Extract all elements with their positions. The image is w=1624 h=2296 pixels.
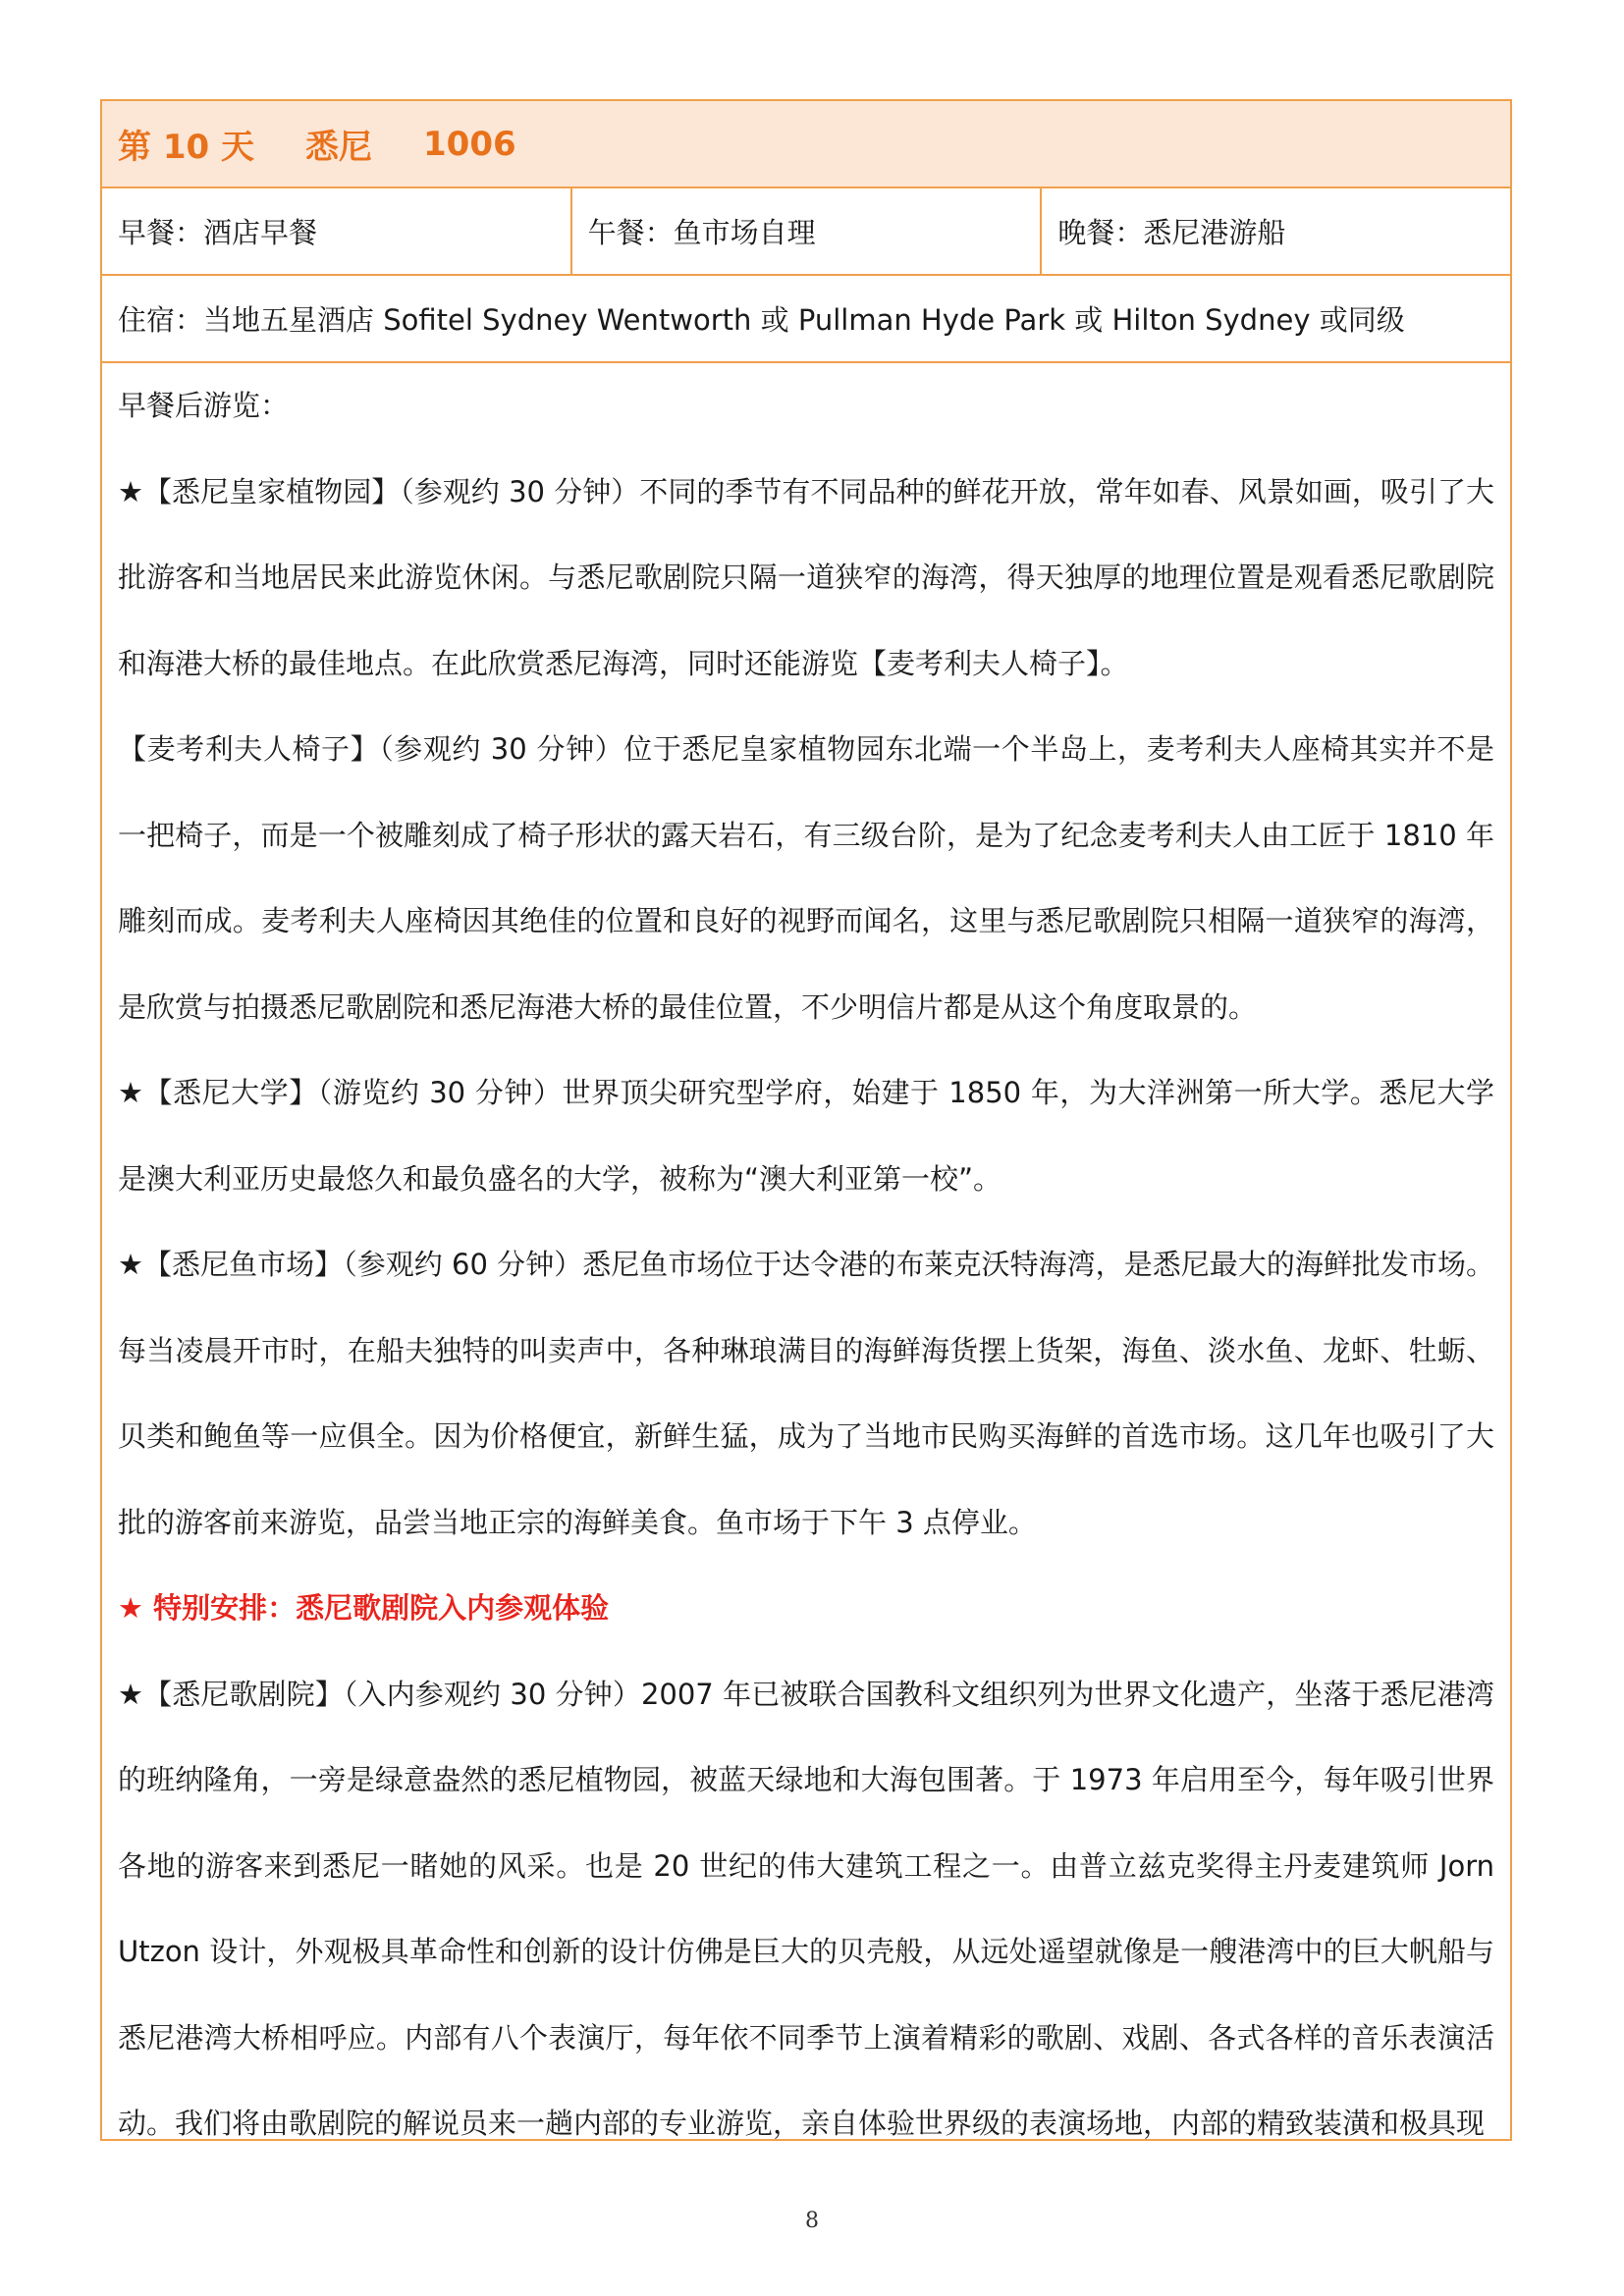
intro-text: 早餐后游览： [118, 389, 290, 422]
day-label: 第 10 天 [118, 128, 254, 167]
day-code: 1006 [423, 124, 516, 164]
paragraph-opera-house: ★【悉尼歌剧院】（入内参观约 30 分钟）2007 年已被联合国教科文组织列为世界文化遗产，坐落于悉尼港湾的班纳隆角，一旁是绿意盎然的悉尼植物园，被蓝天绿地和大海包围著。于 1973 年启用至今，每年吸引世界各地的游客来到悉尼一睹她的风采。也是 20 世纪的伟大建筑工程之一。由普立兹克奖得主丹麦建筑师 Jorn Utzon 设计，外观极具革命性和创新的设计仿佛是巨大的贝壳般，从远处遥望就像是一艘港湾中的巨大帆船与悉尼港湾大桥相呼应。内部有八个表演厅，每年依不同季节上演着精彩的歌剧、戏剧、各式各样的音乐表演活动。我们将由歌剧院的解说员来一趟内部的专业游览，亲自体验世界级的表演场地，内部的精致装潢和极具现 [118, 1677, 1494, 2139]
page-number: 8 [805, 2209, 819, 2233]
paragraph-botanic-garden: ★【悉尼皇家植物园】（参观约 30 分钟）不同的季节有不同品种的鲜花开放，常年如春、风景如画，吸引了大批游客和当地居民来此游览休闲。与悉尼歌剧院只隔一道狭窄的海湾，得天独厚的地理位置是观看悉尼歌剧院和海港大桥的最佳地点。在此欣赏悉尼海湾，同时还能游览【麦考利夫人椅子】。 [118, 474, 1494, 680]
itinerary-table [100, 99, 1512, 2141]
paragraph-university: ★【悉尼大学】（游览约 30 分钟）世界顶尖研究型学府，始建于 1850 年，为大洋洲第一所大学。悉尼大学是澳大利亚历史最悠久和最负盛名的大学，被称为“澳大利亚第一校”。 [118, 1076, 1494, 1196]
paragraph-macquarie-chair: 【麦考利夫人椅子】（参观约 30 分钟）位于悉尼皇家植物园东北端一个半岛上，麦考利夫人座椅其实并不是一把椅子，而是一个被雕刻成了椅子形状的露天岩石，有三级台阶，是为了纪念麦考利夫人由工匠于 1810 年雕刻而成。麦考利夫人座椅因其绝佳的位置和良好的视野而闻名，这里与悉尼歌剧院只相隔一道狭窄的海湾，是欣赏与拍摄悉尼歌剧院和悉尼海港大桥的最佳位置，不少明信片都是从这个角度取景的。 [118, 732, 1494, 1024]
city-label: 悉尼 [305, 128, 372, 167]
hotel-row: 住宿：当地五星酒店 Sofitel Sydney Wentworth 或 Pullman Hyde Park 或 Hilton Sydney 或同级 [102, 276, 1510, 363]
paragraph-fish-market: ★【悉尼鱼市场】（参观约 60 分钟）悉尼鱼市场位于达令港的布莱克沃特海湾，是悉尼最大的海鲜批发市场。每当凌晨开市时，在船夫独特的叫卖声中，各种琳琅满目的海鲜海货摆上货架，海鱼、淡水鱼、龙虾、牡蛎、贝类和鲍鱼等一应俱全。因为价格便宜，新鲜生猛，成为了当地市民购买海鲜的首选市场。这几年也吸引了大批的游客前来游览，品尝当地正宗的海鲜美食。鱼市场于下午 3 点停业。 [118, 1248, 1494, 1539]
lunch-cell: 午餐：鱼市场自理 [572, 188, 1043, 274]
day-header [102, 101, 1510, 188]
meals-row [102, 188, 1510, 276]
breakfast-cell: 早餐：酒店早餐 [102, 188, 572, 274]
special-arrangement: ★ 特别安排：悉尼歌剧院入内参观体验 [118, 1591, 610, 1625]
dinner-cell: 晚餐：悉尼港游船 [1057, 216, 1286, 249]
itinerary-body [102, 363, 1510, 2139]
